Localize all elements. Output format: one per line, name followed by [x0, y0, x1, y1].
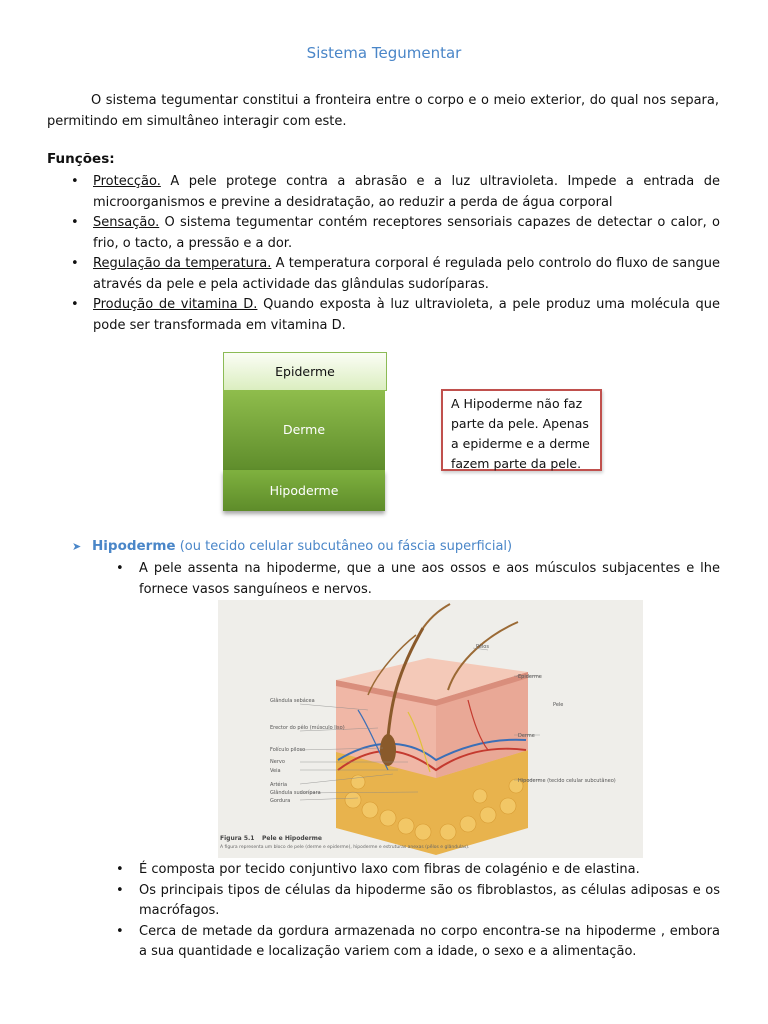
list-item-text: Cerca de metade da gordura armazenada no corpo encontra-se na hipoderme , embora a sua quantidade e localização variem com a idade, o sexo e a alimentação. [139, 923, 720, 959]
label-veia: Veia [270, 768, 281, 774]
hipoderme-heading [72, 538, 512, 554]
function-term: Sensação. [93, 215, 160, 230]
label-glandula-sebacea: Glândula sebácea [270, 698, 315, 704]
list-item [116, 559, 720, 600]
label-arteria: Artéria [270, 782, 288, 788]
arrow-bullet-icon: ➤ [72, 540, 82, 553]
bullet-icon: • [116, 561, 124, 576]
label-glandula-sudoripara: Glândula sudorípara [270, 790, 321, 796]
bullet-icon: • [116, 882, 124, 898]
label-gordura: Gordura [270, 798, 291, 804]
layer-hipoderme: Hipoderme [223, 470, 385, 511]
hipoderme-subtitle: (ou tecido celular subcutâneo ou fáscia superficial) [175, 539, 513, 554]
label-derme: Derme [518, 733, 535, 739]
functions-list [47, 172, 720, 336]
list-item [116, 922, 720, 963]
function-term: Regulação da temperatura. [93, 256, 272, 271]
list-item [116, 881, 720, 922]
function-text: O sistema tegumentar contém receptores sensoriais capazes de detectar o calor, o frio, o tacto, a pressão e a dor. [93, 215, 720, 251]
skin-illustration [218, 600, 643, 858]
function-item [47, 213, 720, 254]
skin-figure [218, 600, 643, 858]
function-text: A pele protege contra a abrasão e a luz ultravioleta. Impede a entrada de microorganismos e previne a desidratação, ao reduzir a perda de água corporal [93, 174, 720, 210]
hipoderme-title: Hipoderme [92, 538, 176, 554]
figure-caption-title: Pele e Hipoderme [262, 835, 322, 842]
function-term: Protecção. [93, 174, 161, 189]
list-item-text: É composta por tecido conjuntivo laxo com fibras de colagénio e de elastina. [139, 862, 640, 877]
list-item [116, 860, 720, 881]
bullet-icon: • [71, 297, 79, 312]
list-item-text: Os principais tipos de células da hipoderme são os fibroblastos, as células adiposas e os macrófagos. [139, 882, 720, 918]
label-epiderme: Epiderme [518, 674, 542, 680]
bullet-icon: • [71, 215, 79, 230]
bullet-icon: • [71, 174, 79, 189]
list-item-text: A pele assenta na hipoderme, que a une aos ossos e aos músculos subjacentes e lhe fornece vasos sanguíneos e nervos. [139, 561, 720, 597]
layer-derme: Derme [223, 390, 385, 470]
bullet-icon: • [116, 862, 124, 877]
label-erector: Erector do pêlo (músculo liso) [270, 725, 345, 731]
label-hipoderme: Hipoderme (tecido celular subcutâneo) [518, 778, 616, 784]
hipoderme-list-1 [116, 559, 720, 600]
intro-paragraph [47, 91, 719, 132]
label-foliculo: Folículo piloso [270, 747, 306, 753]
figure-caption-text: A figura representa um bloco de pele (derme e epiderme), hipoderme e estruturas anexas (pêlos e glândulas). [220, 845, 470, 850]
functions-heading: Funções: [47, 151, 115, 167]
note-box: A Hipoderme não faz parte da pele. Apenas a epiderme e a derme fazem parte da pele. [441, 389, 602, 471]
intro-text: O sistema tegumentar constitui a fronteira entre o corpo e o meio exterior, do qual nos separa, permitindo em simultâneo interagir com este. [47, 93, 719, 129]
layer-epiderme: Epiderme [223, 352, 387, 391]
bullet-icon: • [116, 923, 124, 939]
hipoderme-list-2 [116, 860, 720, 963]
function-term: Produção de vitamina D. [93, 297, 258, 312]
page-title: Sistema Tegumentar [306, 44, 462, 62]
function-text: A temperatura corporal é regulada pelo controlo do fluxo de sangue através da pele e pela actividade das glândulas sudoríparas. [93, 256, 720, 292]
label-pelos: Pêlos [476, 644, 489, 650]
label-nervo: Nervo [270, 759, 285, 765]
figure-caption: Figura 5.1 [220, 835, 255, 842]
bullet-icon: • [71, 256, 79, 271]
function-item [47, 254, 720, 295]
function-item [47, 295, 720, 336]
label-pele: Pele [553, 702, 564, 708]
function-text: Quando exposta à luz ultravioleta, a pele produz uma molécula que pode ser transformada em vitamina D. [93, 297, 721, 333]
function-item [47, 172, 720, 213]
